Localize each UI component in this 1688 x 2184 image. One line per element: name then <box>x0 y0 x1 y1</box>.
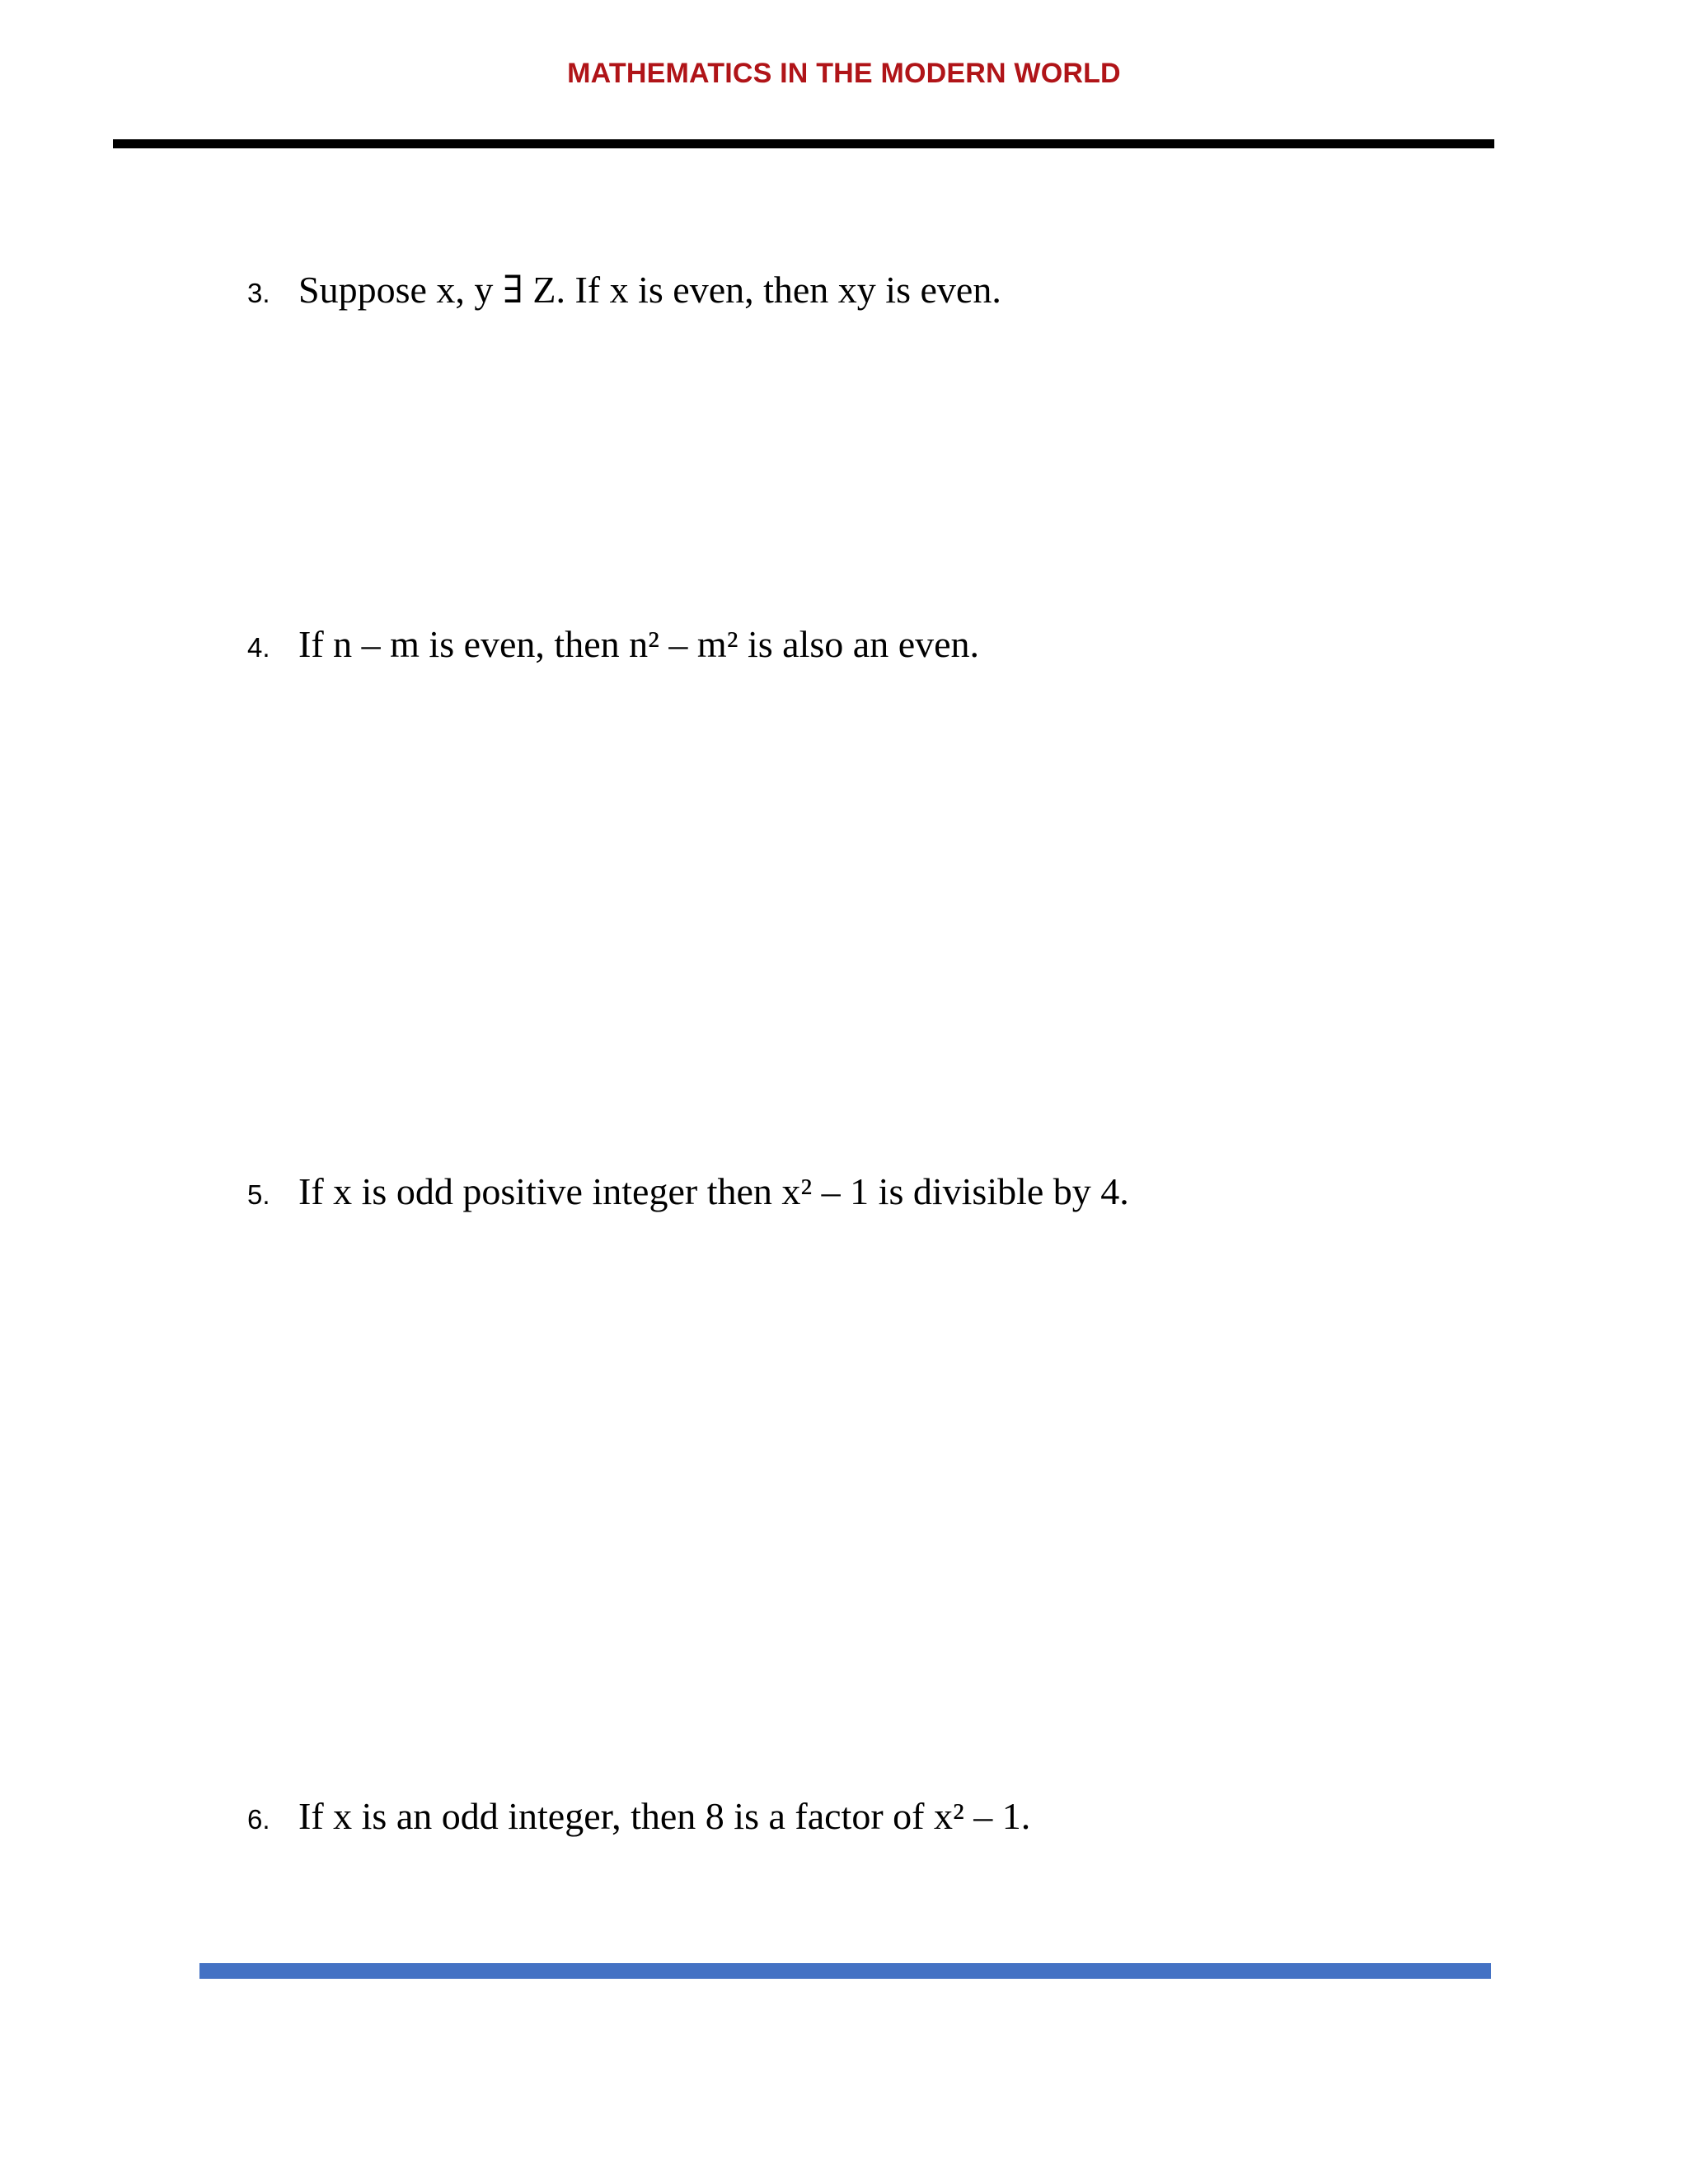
item-statement: If x is an odd integer, then 8 is a factor of x² – 1. <box>298 1795 1031 1837</box>
list-item <box>247 267 1001 312</box>
item-number: 3. <box>247 278 270 308</box>
footer-divider <box>199 1963 1491 1979</box>
page-header-title: MATHEMATICS IN THE MODERN WORLD <box>567 58 1121 89</box>
item-number: 4. <box>247 632 270 663</box>
item-number: 6. <box>247 1804 270 1835</box>
header-divider <box>113 139 1494 148</box>
item-statement: If n – m is even, then n² – m² is also an even. <box>298 623 980 665</box>
list-item <box>247 1794 1030 1838</box>
item-statement: If x is odd positive integer then x² – 1 is divisible by 4. <box>298 1170 1129 1212</box>
list-item <box>247 622 979 666</box>
list-item <box>247 1169 1129 1213</box>
item-statement: Suppose x, y ∃ Z. If x is even, then xy is even. <box>298 269 1001 311</box>
item-number: 5. <box>247 1179 270 1210</box>
